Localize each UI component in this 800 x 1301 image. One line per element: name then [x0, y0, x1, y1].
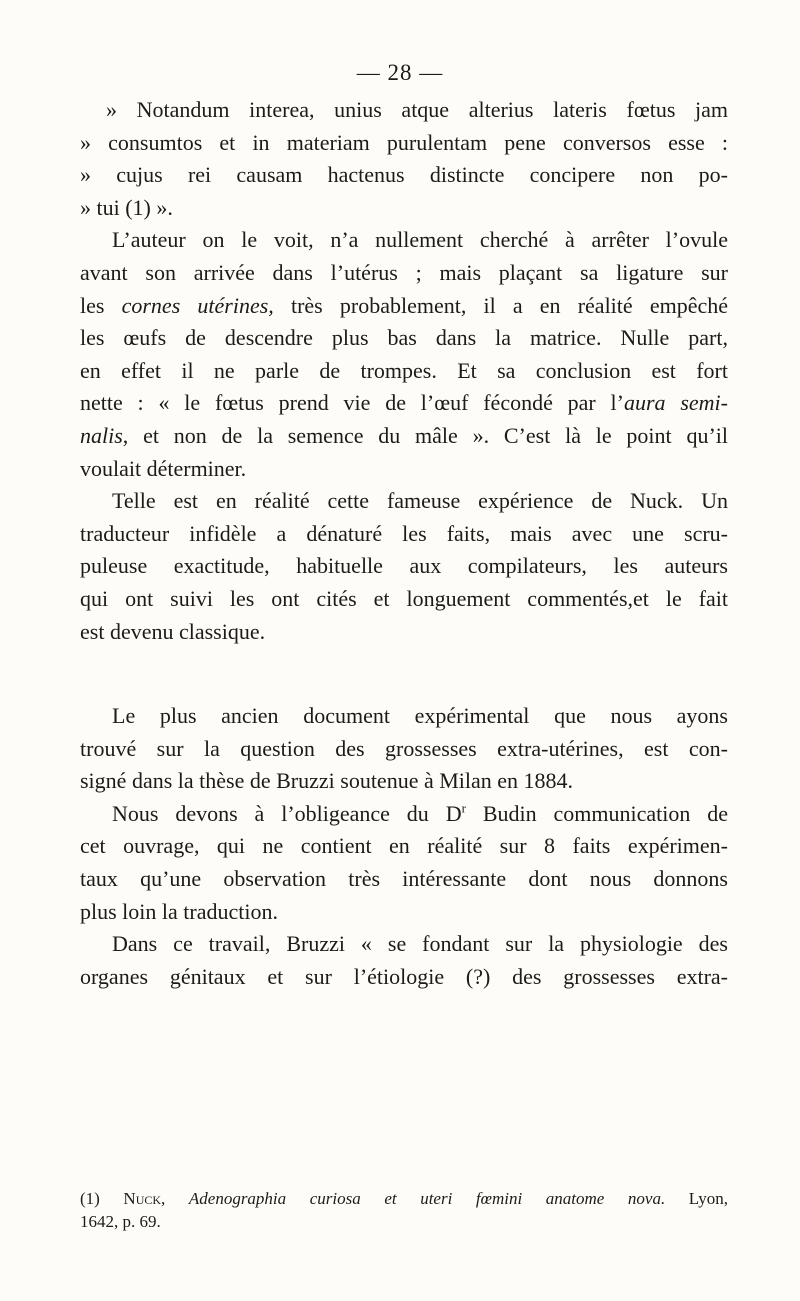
footnote: [80, 1187, 728, 1233]
italic-term: nalis: [80, 422, 123, 448]
text-line: » cujus rei causam hactenus distincte concipere non po-: [80, 162, 728, 188]
text-line: voulait déterminer.: [80, 455, 247, 481]
text-line: traducteur infidèle a dénaturé les faits, mais avec une scru-: [80, 520, 728, 546]
body-text: [80, 94, 728, 993]
text-line: Le plus ancien document expérimental que nous ayons: [112, 703, 728, 729]
footnote-line: 1642, p. 69.: [80, 1212, 161, 1231]
paragraph-budin: [80, 798, 728, 928]
text-line: Nous devons à l’obligeance du $D^r$ Budin communication de: [112, 800, 729, 826]
text-line: les cornes utérines, très probablement, il a en réalité empêché: [80, 292, 728, 318]
italic-term: cornes utérines,: [121, 292, 274, 318]
text-line: signé dans la thèse de Bruzzi soutenue à Milan en 1884.: [80, 768, 574, 794]
footnote-line: (1) Nuck, Adenographia curiosa et uteri fœmini anatome nova. Lyon,: [80, 1189, 728, 1208]
paragraph-author-analysis: [80, 224, 728, 485]
text-line: cet ouvrage, qui ne contient en réalité sur 8 faits expérimen-: [80, 833, 728, 859]
text-line: organes génitaux et sur l’étiologie (?) des grossesses extra-: [80, 963, 728, 989]
text-line: nalis, et non de la semence du mâle ». C’est là le point qu’il: [80, 422, 728, 448]
text-line: taux qu’une observation très intéressante dont nous donnons: [80, 866, 728, 892]
paragraph-bruzzi-thesis: [80, 700, 728, 798]
section-gap: [80, 648, 728, 700]
text-line: plus loin la traduction.: [80, 898, 278, 924]
text-line: les œufs de descendre plus bas dans la matrice. Nulle part,: [80, 325, 728, 351]
text-line: L’auteur on le voit, n’a nullement cherché à arrêter l’ovule: [112, 227, 728, 253]
text-line: qui ont suivi les ont cités et longuement commentés,et le fait: [80, 585, 728, 611]
page-number: — 28 —: [356, 60, 444, 85]
text-line: » Notandum interea, unius atque alterius lateris fœtus jam: [106, 97, 728, 122]
text-line: nette : « le fœtus prend vie de l’œuf fécondé par l’aura semi-: [80, 390, 728, 416]
text-line: Dans ce travail, Bruzzi « se fondant sur la physiologie des: [112, 931, 728, 957]
paragraph-bruzzi-work: [80, 928, 728, 993]
italic-term: aura semi-: [623, 390, 728, 416]
paragraph-latin-quote: [80, 94, 728, 224]
footnote-title: Adenographia curiosa et uteri fœmini anatome nova.: [188, 1189, 666, 1208]
text-line: » consumtos et in materiam purulentam pene conversos esse :: [80, 129, 728, 155]
text-line: est devenu classique.: [80, 618, 266, 644]
text-line: avant son arrivée dans l’utérus ; mais plaçant sa ligature sur: [80, 259, 728, 285]
text-line: puleuse exactitude, habituelle aux compilateurs, les auteurs: [80, 553, 728, 579]
text-line: trouvé sur la question des grossesses extra-utérines, est con-: [80, 735, 728, 761]
paragraph-nuck-experiment: [80, 485, 728, 648]
text-line: en effet il ne parle de trompes. Et sa conclusion est fort: [80, 357, 728, 383]
text-line: Telle est en réalité cette fameuse expérience de Nuck. Un: [112, 488, 728, 514]
text-line: » tui (1) ».: [80, 194, 173, 220]
footnote-author: Nuck,: [123, 1189, 166, 1208]
